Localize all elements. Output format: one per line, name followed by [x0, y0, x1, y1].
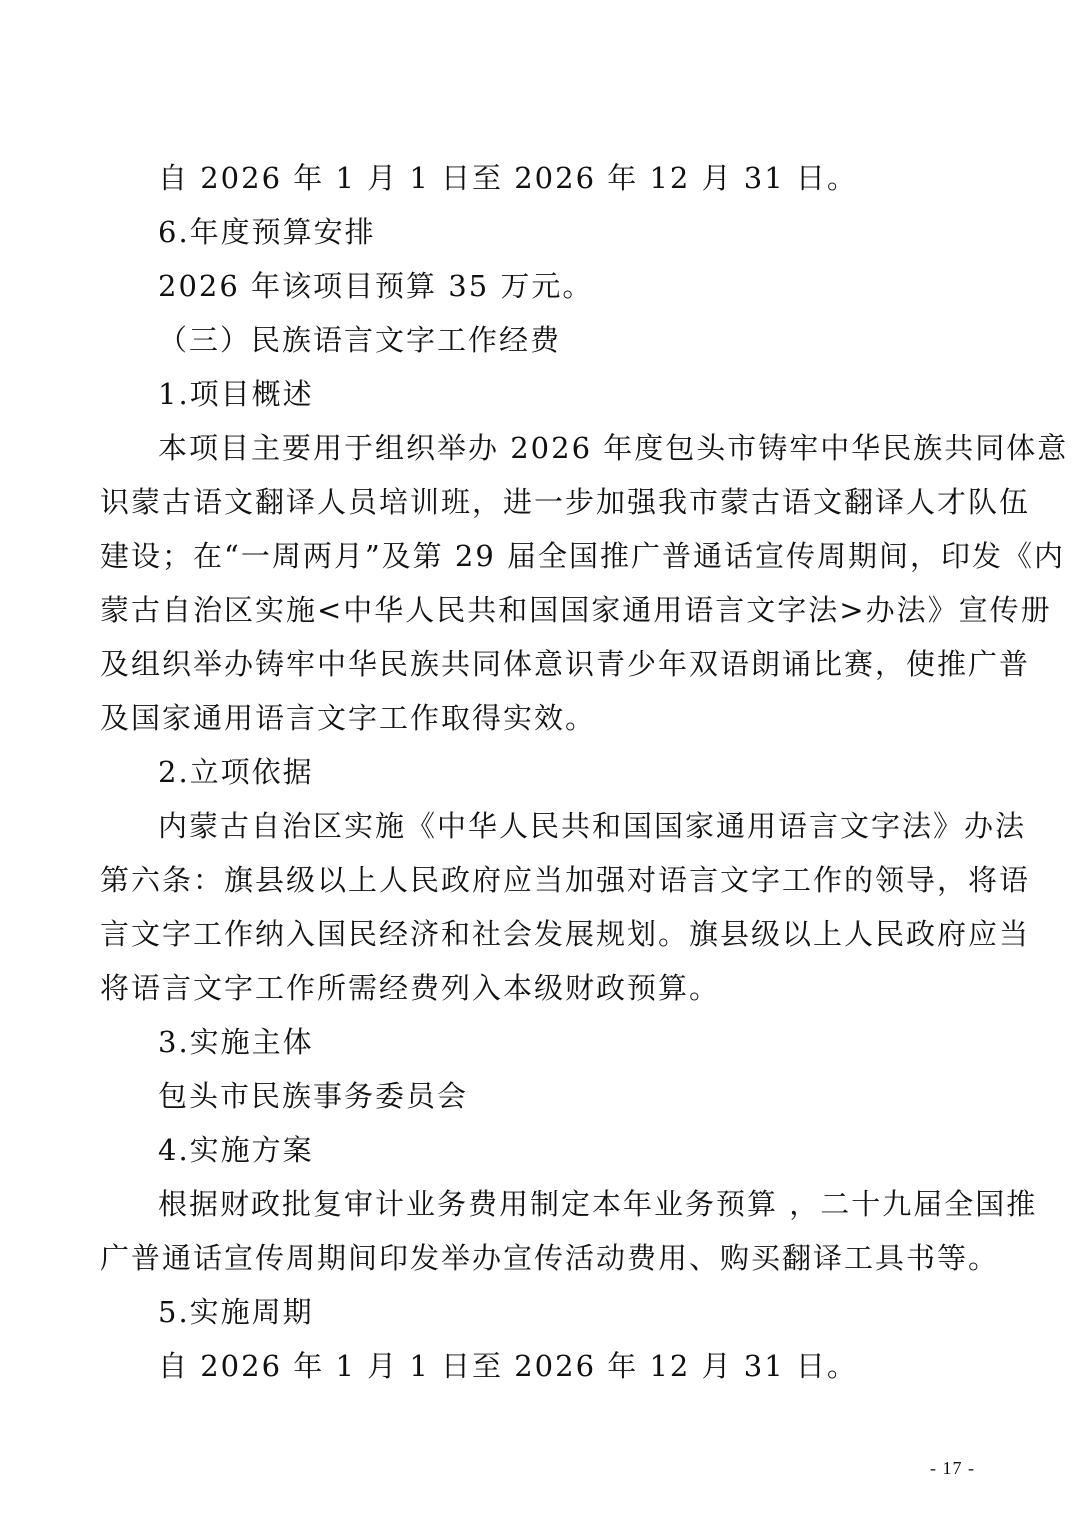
- page-number: - 17 -: [930, 1458, 975, 1478]
- implementing-body-name: 包头市民族事务委员会: [158, 1079, 469, 1113]
- plan-paragraph-line: 广普通话宣传周期间印发举办宣传活动费用、购买翻译工具书等。: [100, 1241, 1000, 1275]
- basis-paragraph-line: 将语言文字工作所需经费列入本级财政预算。: [100, 971, 721, 1005]
- overview-paragraph-line: 及组织举办铸牢中华民族共同体意识青少年双语朗诵比赛，使推广普: [100, 647, 1031, 681]
- section-heading-project-basis: 2.立项依据: [158, 755, 314, 789]
- section-heading-annual-budget: 6.年度预算安排: [158, 215, 376, 249]
- basis-paragraph-line: 言文字工作纳入国民经济和社会发展规划。旗县级以上人民政府应当: [100, 917, 1031, 951]
- section-heading-implementing-body: 3.实施主体: [158, 1025, 314, 1059]
- overview-paragraph-line: 蒙古自治区实施<中华人民共和国国家通用语言文字法>办法》宣传册: [100, 593, 1052, 627]
- section-heading-project-overview: 1.项目概述: [158, 377, 314, 411]
- implementation-period-line: 自 2026 年 1 月 1 日至 2026 年 12 月 31 日。: [158, 1349, 858, 1383]
- overview-paragraph-line: 建设；在“一周两月”及第 29 届全国推广普通话宣传周期间，印发《内: [100, 539, 1065, 573]
- section-heading-implementation-period: 5.实施周期: [158, 1295, 314, 1329]
- section-heading-implementation-plan: 4.实施方案: [158, 1133, 314, 1167]
- overview-paragraph-line: 及国家通用语言文字工作取得实效。: [100, 701, 597, 735]
- subsection-heading-language-work-funds: （三）民族语言文字工作经费: [158, 323, 562, 357]
- plan-paragraph-line: 根据财政批复审计业务费用制定本年业务预算 ，二十九届全国推: [158, 1187, 1038, 1221]
- basis-paragraph-line: 内蒙古自治区实施《中华人民共和国国家通用语言文字法》办法: [158, 809, 1027, 843]
- period-line-previous: 自 2026 年 1 月 1 日至 2026 年 12 月 31 日。: [158, 161, 858, 195]
- overview-paragraph-line: 本项目主要用于组织举办 2026 年度包头市铸牢中华民族共同体意: [158, 431, 1069, 465]
- budget-amount-line: 2026 年该项目预算 35 万元。: [158, 269, 594, 303]
- basis-paragraph-line: 第六条：旗县级以上人民政府应当加强对语言文字工作的领导，将语: [100, 863, 1031, 897]
- overview-paragraph-line: 识蒙古语文翻译人员培训班，进一步加强我市蒙古语文翻译人才队伍: [100, 485, 1031, 519]
